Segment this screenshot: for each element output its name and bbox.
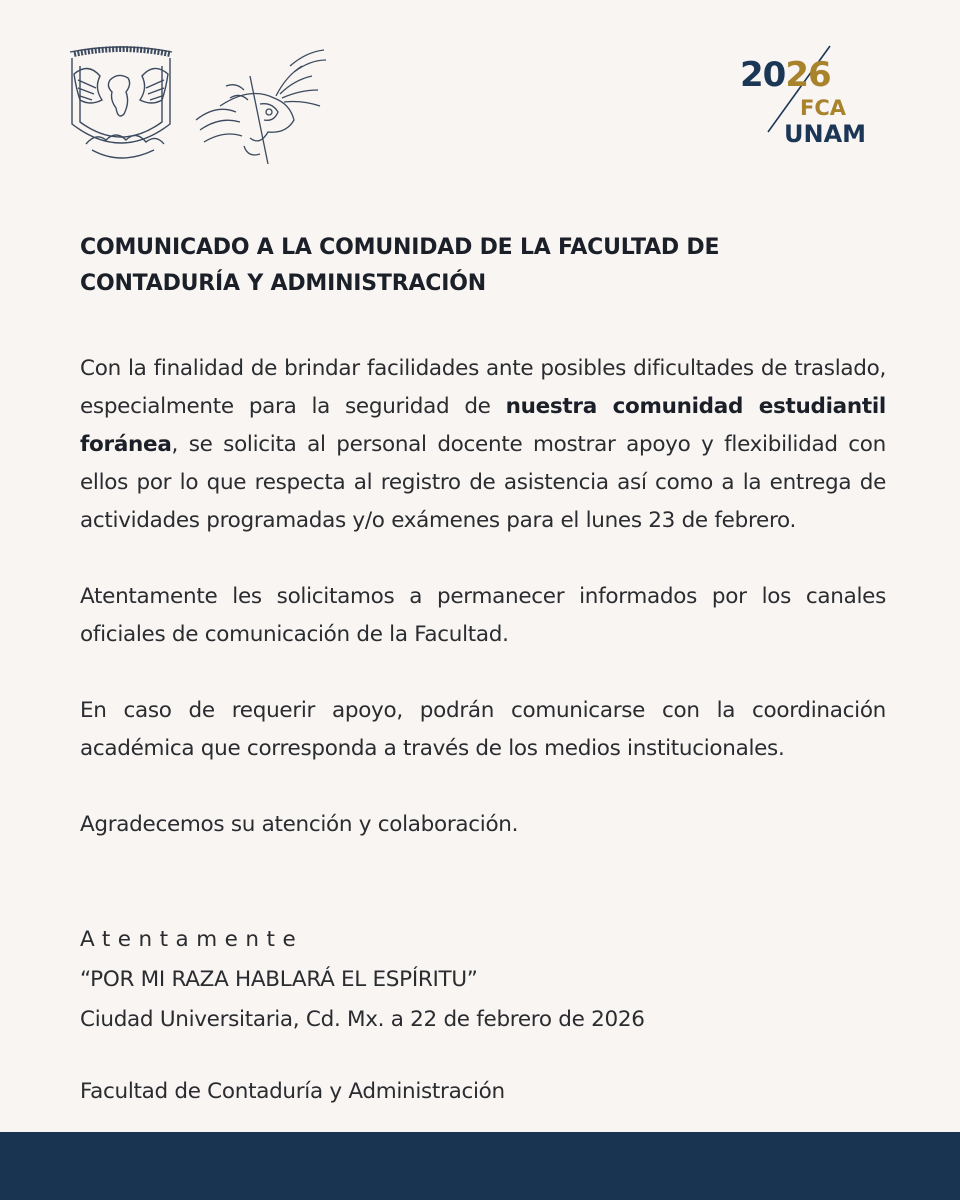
signature-block (80, 920, 886, 1112)
footer-bar (0, 1132, 960, 1200)
motto-text: “POR MI RAZA HABLARÁ EL ESPÍRITU” (80, 967, 478, 992)
fca-label: FCA (800, 96, 847, 120)
communique-title: COMUNICADO A LA COMUNIDAD DE LA FACULTAD DE CONTADURÍA Y ADMINISTRACIÓN (80, 235, 720, 296)
paragraph-1 (80, 350, 886, 540)
closing-text: Atentamente (80, 927, 304, 952)
institutional-logos (66, 44, 326, 164)
paragraph-2: Atentamente les solicitamos a permanecer informados por los canales oficiales de comunicación de la Facultad. (80, 584, 886, 647)
year-part-2: 26 (785, 55, 831, 95)
unam-label: UNAM (784, 120, 867, 148)
paragraph-1-start: Con la finalidad de brindar facilidades ante posibles dificultades de traslado, especialmente para la seguridad de (80, 356, 886, 419)
year-part-1: 20 (740, 55, 786, 95)
communique-body (80, 230, 886, 844)
paragraph-1-end: , se solicita al personal docente mostrar apoyo y flexibilidad con ellos por lo que respecta al registro de asistencia así como a la entrega de actividades programadas y/o exámenes para el lunes 23 de febrero. (80, 432, 886, 533)
paragraph-4: Agradecemos su atención y colaboración. (80, 812, 519, 837)
paragraph-1-emphasis: nuestra comunidad estudiantil foránea (80, 394, 886, 457)
paragraph-3: En caso de requerir apoyo, podrán comunicarse con la coordinación académica que corresponda a través de los medios institucionales. (80, 698, 886, 761)
faculty-name: Facultad de Contaduría y Administración (80, 1079, 505, 1104)
fca-unam-2026-logo (700, 44, 900, 148)
unam-seal-icon (66, 44, 326, 164)
year-label (740, 55, 831, 95)
place-date-text: Ciudad Universitaria, Cd. Mx. a 22 de febrero de 2026 (80, 1007, 645, 1032)
